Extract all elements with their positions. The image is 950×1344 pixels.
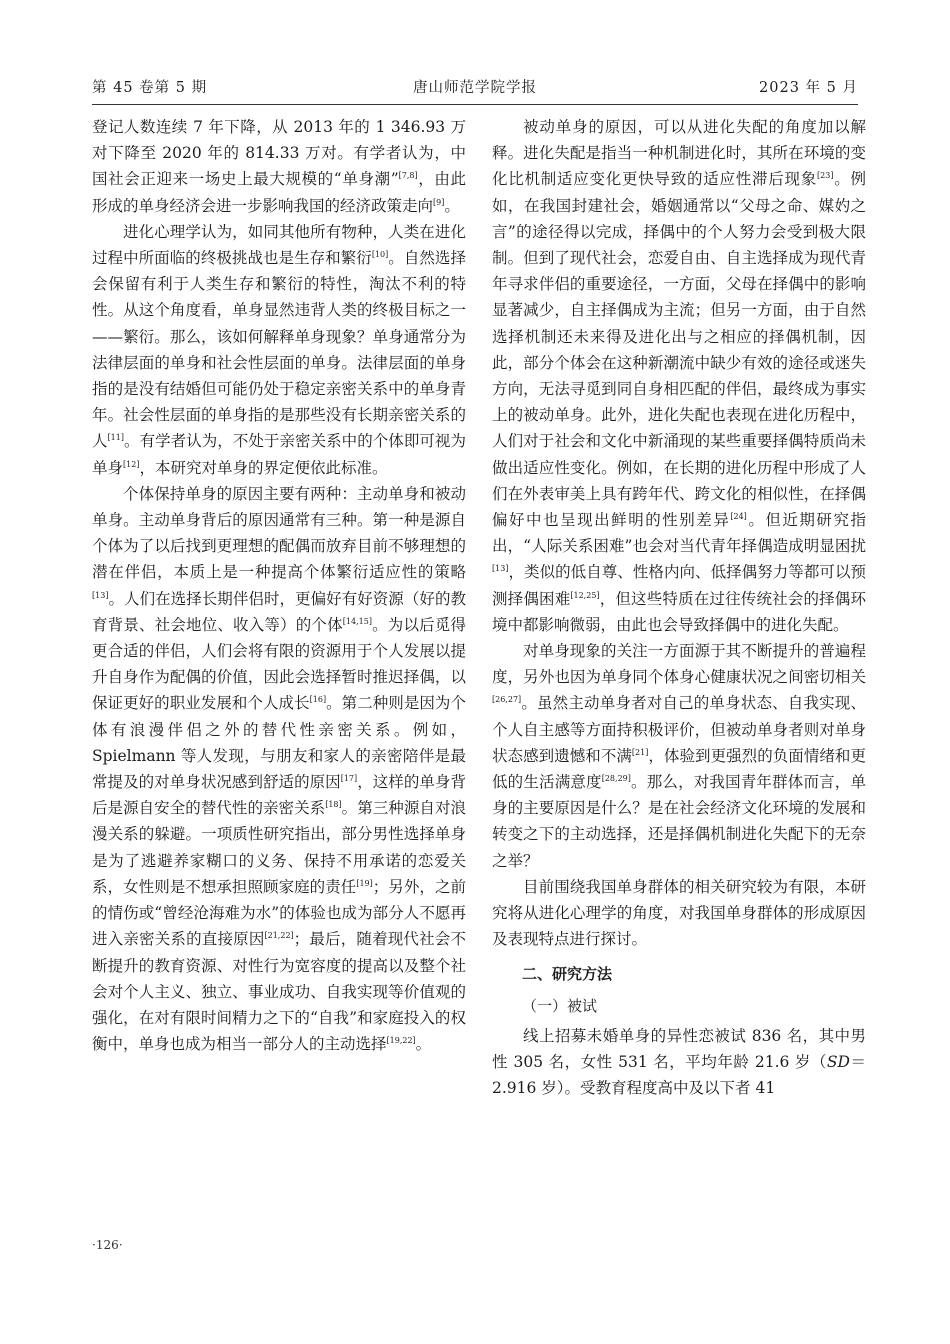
page-header xyxy=(92,76,858,102)
paragraph-health: 对单身现象的关注一方面源于其不断提升的普遍程度，另外也因为单身同个体身心健康状况之间密切相关[26,27]。虽然主动单身者对自己的单身状态、自我实现、个人自主感等方面持积极评价，但被动单身者则对单身状态感到遗憾和不满[21]，体验到更强烈的负面情绪和更低的生活满意度[28,29]。那么，对我国青年群体而言，单身的主要原因是什么？是在社会经济文化环境的发展和转变之下的主动选择，还是择偶机制进化失配下的无奈之举？ xyxy=(492,642,866,870)
paragraph-evolution: 进化心理学认为，如同其他所有物种，人类在进化过程中所面临的终极挑战也是生存和繁衍[10]。自然选择会保留有利于人类生存和繁衍的特性，淘汰不利的特性。从这个角度看，单身显然违背人类的终极目标之一——繁衍。那么，该如何解释单身现象？单身通常分为法律层面的单身和社会性层面的单身。法律层面的单身指的是没有结婚但可能仍处于稳定亲密关系中的单身青年。社会性层面的单身指的是那些没有长期亲密关系的人[11]。有学者认为，不处于亲密关系中的个体即可视为单身[12]，本研究对单身的界定便依此标准。 xyxy=(92,222,466,477)
publication-date: 2023 年 5 月 xyxy=(759,80,858,96)
paragraph-active-single: 个体保持单身的原因主要有两种：主动单身和被动单身。主动单身背后的原因通常有三种。第一种是源自个体为了以后找到更理想的配偶而放弃目前不够理想的潜在伴侣，本质上是一种提高个体繁衍适应性的策略[13]。人们在选择长期伴侣时，更偏好有好资源（好的教育背景、社会地位、收入等）的个体[14,15]。为以后觅得更合适的伴侣，人们会将有限的资源用于个人发展以提升自身作为配偶的价值，因此会选择暂时推迟择偶，以保证更好的职业发展和个人成长[16]。第二种则是因为个体有浪漫伴侣之外的替代性亲密关系。例如，Spielmann 等人发现，与朋友和家人的亲密陪伴是最常提及的对单身状况感到舒适的原因[17]，这样的单身背后是源自安全的替代性的亲密关系[18]。第三种源自对浪漫关系的躲避。一项质性研究指出，部分男性选择单身是为了逃避养家糊口的义务、保持不用承诺的恋爱关系，女性则是不想承担照顾家庭的责任[19]；另外，之前的情伤或“曾经沧海难为水”的体验也成为部分人不愿再进入亲密关系的直接原因[21,22]；最后，随着现代社会不断提升的教育资源、对性行为宽容度的提高以及整个社会对个人主义、独立、事业成功、自我实现等价值观的强化，在对有限时间精力之下的“自我”和家庭投入的权衡中，单身也成为相当一部分人的主动选择[19,22]。 xyxy=(92,484,466,1054)
subsection-title: （一）被试 xyxy=(522,996,598,1015)
section-title: 二、研究方法 xyxy=(522,964,613,983)
paragraph-passive-single: 被动单身的原因，可以从进化失配的角度加以解释。进化失配是指当一种机制进化时，其所在环境的变化比机制适应变化更快导致的适应性滞后现象[23]。例如，在我国封建社会，婚姻通常以“父母之命、媒妁之言”的途径得以完成，择偶中的个人努力会受到极大限制。但到了现代社会，恋爱自由、自主选择成为现代青年寻求伴侣的重要途径，一方面，父母在择偶中的影响显著减少，自主择偶成为主流；但另一方面，由于自然选择机制还未来得及进化出与之相应的择偶机制，因此，部分个体会在这种新潮流中缺少有效的途径或迷失方向，无法寻觅到同自身相匹配的伴侣，最终成为事实上的被动单身。此外，进化失配也表现在进化历程中，人们对于社会和文化中新涌现的某些重要择偶特质尚未做出适应性变化。例如，在长期的进化历程中形成了人们在外表审美上具有跨年代、跨文化的相似性，在择偶偏好中也呈现出鲜明的性别差异[24]。但近期研究指出，“人际关系困难”也会对当代青年择偶造成明显困扰[13]，类似的低自尊、性格内向、低择偶努力等都可以预测择偶困难[12,25]，但这些特质在过往传统社会的择偶环境中都影响微弱，由此也会导致择偶中的进化失配。 xyxy=(492,118,866,634)
page-number: ·126· xyxy=(92,1238,123,1252)
right-column xyxy=(492,114,866,1102)
journal-issue: 第 45 卷第 5 期 xyxy=(92,80,208,96)
left-column xyxy=(92,114,466,1057)
journal-name: 唐山师范学院学报 xyxy=(413,80,537,96)
paragraph-study-aim: 目前围绕我国单身群体的相关研究较为有限，本研究将从进化心理学的角度，对我国单身群体的形成原因及表现特点进行探讨。 xyxy=(492,877,866,949)
paragraph-participants: 线上招募未婚单身的异性恋被试 836 名，其中男性 305 名，女性 531 名，平均年龄 21.6 岁（SD＝2.916 岁）。受教育程度高中及以下者 41 xyxy=(492,1026,866,1098)
paragraph-continued: 登记人数连续 7 年下降，从 2013 年的 1 346.93 万对下降至 2020 年的 814.33 万对。有学者认为，中国社会正迎来一场史上最大规模的“单身潮”[7,8]，由此形成的单身经济会进一步影响我国的经济政策走向[9]。 xyxy=(92,118,466,215)
header-rule xyxy=(92,104,858,105)
